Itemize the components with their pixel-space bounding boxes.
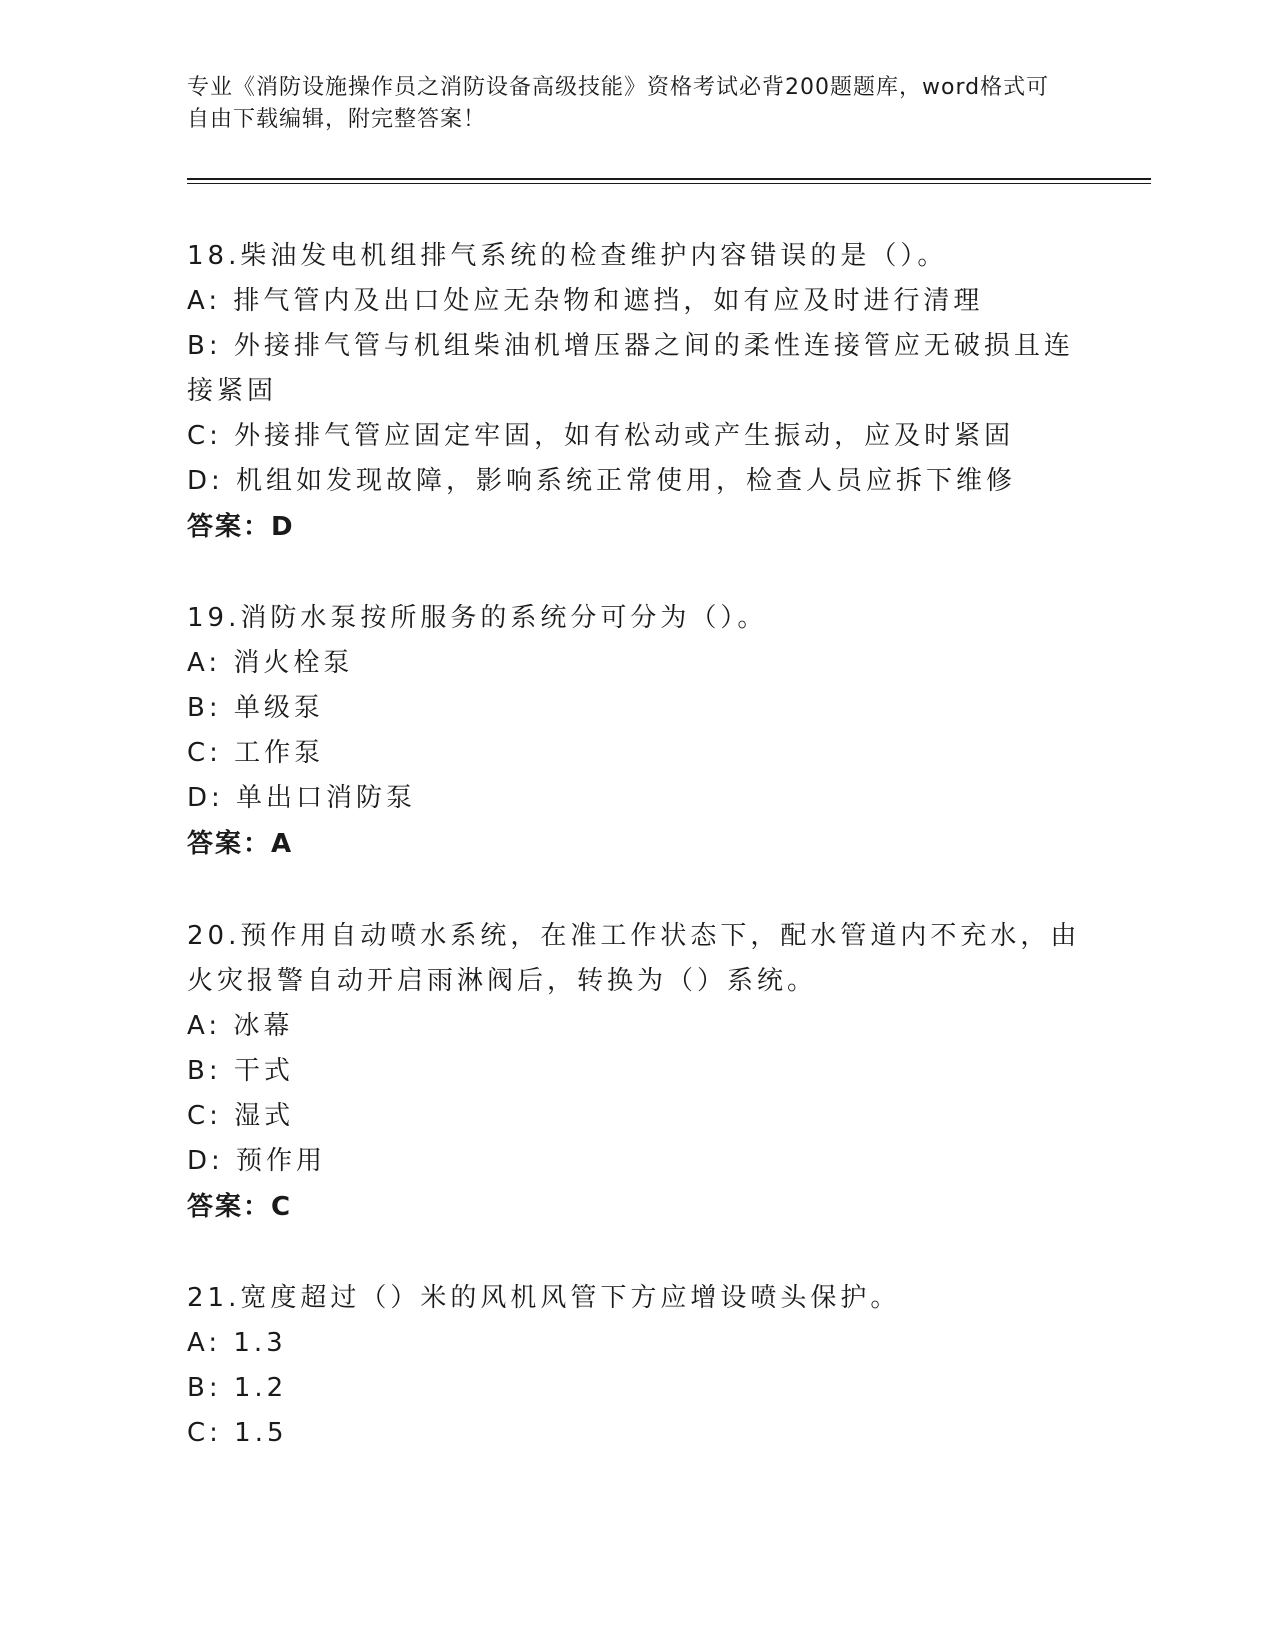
- option-c: C: 湿式: [187, 1101, 295, 1131]
- question-18: [187, 234, 1087, 550]
- option-a: A: 1.3: [187, 1328, 287, 1358]
- option-a: A: 排气管内及出口处应无杂物和遮挡，如有应及时进行清理: [187, 286, 984, 316]
- answer-label: 答案：C: [187, 1192, 293, 1222]
- question-stem: 20.预作用自动喷水系统，在准工作状态下，配水管道内不充水，由火灾报警自动开启雨淋阀后，转换为（）系统。: [187, 921, 1081, 996]
- question-stem: 19.消防水泵按所服务的系统分可分为（）。: [187, 603, 768, 633]
- document-intro: 专业《消防设施操作员之消防设备高级技能》资格考试必背200题题库，word格式可自由下载编辑，附完整答案！: [187, 75, 1050, 132]
- header-divider-thin: [187, 183, 1151, 184]
- option-b: B: 1.2: [187, 1373, 288, 1403]
- option-d: D: 机组如发现故障，影响系统正常使用，检查人员应拆下维修: [187, 466, 1017, 496]
- option-c: C: 1.5: [187, 1418, 288, 1448]
- question-20: [187, 914, 1087, 1230]
- option-a: A: 冰幕: [187, 1011, 294, 1041]
- question-stem: 21.宽度超过（）米的风机风管下方应增设喷头保护。: [187, 1283, 901, 1313]
- question-19: [187, 596, 1087, 867]
- question-21: [187, 1276, 1087, 1456]
- option-d: D: 预作用: [187, 1146, 327, 1176]
- header-divider-thick: [187, 178, 1151, 180]
- option-c: C: 工作泵: [187, 738, 325, 768]
- answer-label: 答案：D: [187, 512, 295, 542]
- option-b: B: 单级泵: [187, 693, 324, 723]
- option-c: C: 外接排气管应固定牢固，如有松动或产生振动，应及时紧固: [187, 421, 1015, 451]
- option-b: B: 干式: [187, 1056, 294, 1086]
- question-stem: 18.柴油发电机组排气系统的检查维护内容错误的是（）。: [187, 241, 948, 271]
- option-d: D: 单出口消防泵: [187, 783, 417, 813]
- option-a: A: 消火栓泵: [187, 648, 354, 678]
- option-b: B: 外接排气管与机组柴油机增压器之间的柔性连接管应无破损且连接紧固: [187, 331, 1074, 406]
- answer-label: 答案：A: [187, 829, 294, 859]
